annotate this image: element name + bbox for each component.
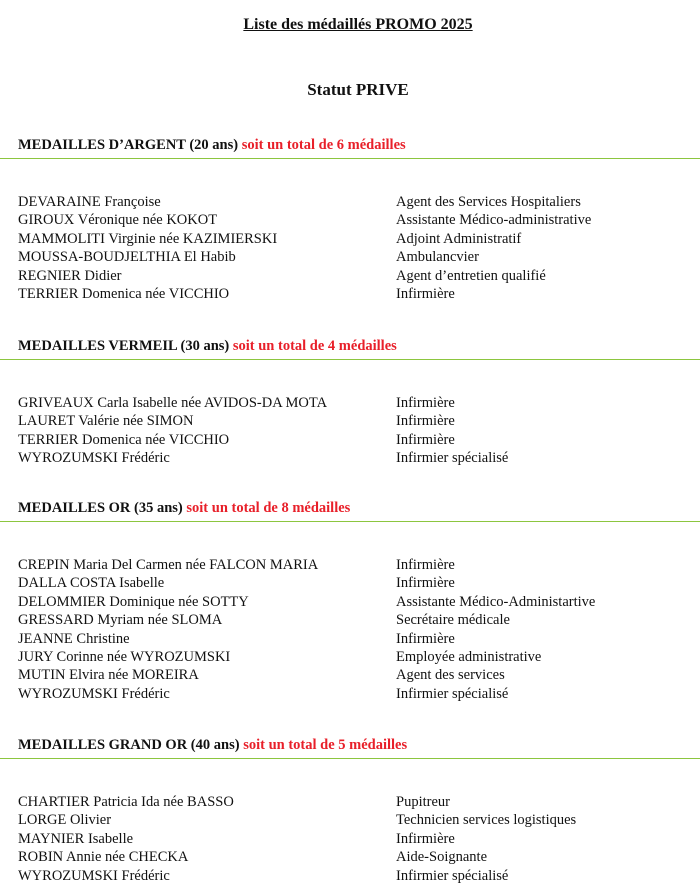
medalist-role: Assistante Médico-Administartive — [396, 593, 596, 610]
medalist-name: JEANNE Christine — [18, 630, 130, 647]
list-item — [0, 574, 700, 592]
medalist-role: Agent des Services Hospitaliers — [396, 194, 581, 210]
medalist-name: CHARTIER Patricia Ida née BASSO — [18, 794, 234, 810]
document-title: Liste des médaillés PROMO 2025 — [243, 16, 473, 33]
medalist-role: Infirmière — [396, 413, 455, 430]
section-total: soit un total de 5 médailles — [243, 737, 408, 753]
list-item — [0, 685, 700, 703]
medalist-role: Aide-Soignante — [396, 849, 488, 866]
medalist-name: ROBIN Annie née CHECKA — [18, 849, 189, 866]
medalist-name: TERRIER Domenica née VICCHIO — [18, 431, 230, 448]
medalist-name: MAMMOLITI Virginie née KAZIMIERSKI — [18, 230, 278, 247]
medalist-role: Ambulancvier — [396, 249, 479, 266]
section-heading — [18, 338, 397, 358]
list-item — [0, 248, 700, 266]
section-divider — [0, 758, 700, 759]
medalist-role: Agent des services — [396, 667, 505, 684]
section-heading — [18, 137, 406, 157]
list-item — [0, 449, 700, 467]
medalist-name: MAYNIER Isabelle — [18, 830, 134, 847]
medalist-name: MOUSSA-BOUDJELTHIA El Habib — [18, 249, 236, 266]
medalist-name: GRIVEAUX Carla Isabelle née AVIDOS-DA MOTA — [18, 395, 328, 411]
section-title: MEDAILLES D’ARGENT (20 ans) — [18, 137, 239, 153]
medalist-name: LAURET Valérie née SIMON — [18, 413, 194, 430]
medalist-role: Infirmier spécialisé — [396, 450, 509, 467]
list-item — [0, 556, 700, 574]
medalist-name: MUTIN Elvira née MOREIRA — [18, 667, 199, 684]
medalist-role: Agent d’entretien qualifié — [396, 267, 546, 284]
medalist-list — [0, 793, 700, 885]
medalist-role: Infirmier spécialisé — [396, 867, 509, 884]
medalist-role: Infirmière — [396, 830, 455, 847]
medalist-role: Technicien services logistiques — [396, 812, 577, 829]
medalist-role: Infirmière — [396, 557, 455, 573]
medalist-name: LORGE Olivier — [18, 812, 112, 829]
list-item — [0, 211, 700, 229]
section-divider — [0, 158, 700, 159]
section-title: MEDAILLES OR (35 ans) — [18, 500, 183, 516]
section-title: MEDAILLES GRAND OR (40 ans) — [18, 737, 240, 753]
list-item — [0, 811, 700, 829]
list-item — [0, 394, 700, 412]
list-item — [0, 285, 700, 303]
medalist-name: CREPIN Maria Del Carmen née FALCON MARIA — [18, 557, 319, 573]
section-heading — [18, 500, 350, 520]
section-divider — [0, 359, 700, 360]
medalist-list — [0, 556, 700, 703]
status-heading: Statut PRIVE — [307, 80, 409, 99]
list-item — [0, 848, 700, 866]
medalist-role: Infirmier spécialisé — [396, 685, 509, 702]
medalist-role: Infirmière — [396, 630, 455, 647]
section-total: soit un total de 8 médailles — [186, 500, 351, 516]
list-item — [0, 867, 700, 885]
medalist-name: DELOMMIER Dominique née SOTTY — [18, 593, 249, 610]
medalist-name: GIROUX Véronique née KOKOT — [18, 212, 218, 229]
medalist-role: Infirmière — [396, 575, 455, 592]
medalist-role: Adjoint Administratif — [396, 230, 522, 247]
section-title: MEDAILLES VERMEIL (30 ans) — [18, 338, 230, 354]
medalist-name: DALLA COSTA Isabelle — [18, 575, 165, 592]
list-item — [0, 230, 700, 248]
list-item — [0, 830, 700, 848]
list-item — [0, 666, 700, 684]
section-total: soit un total de 6 médailles — [241, 137, 406, 153]
medalist-list — [0, 193, 700, 303]
section-divider — [0, 521, 700, 522]
medalist-role: Infirmière — [396, 395, 455, 411]
medalist-role: Employée administrative — [396, 648, 542, 665]
medalist-role: Secrétaire médicale — [396, 612, 510, 629]
medalist-name: REGNIER Didier — [18, 267, 122, 284]
section-total: soit un total de 4 médailles — [232, 338, 397, 354]
list-item — [0, 267, 700, 285]
list-item — [0, 630, 700, 648]
medalist-list — [0, 394, 700, 468]
medalist-name: DEVARAINE Françoise — [18, 194, 161, 210]
medalist-name: TERRIER Domenica née VICCHIO — [18, 285, 230, 302]
list-item — [0, 611, 700, 629]
medalist-name: WYROZUMSKI Frédéric — [18, 685, 170, 702]
list-item — [0, 793, 700, 811]
list-item — [0, 193, 700, 211]
list-item — [0, 431, 700, 449]
medalist-role: Pupitreur — [396, 794, 450, 810]
section-heading — [18, 737, 407, 757]
list-item — [0, 412, 700, 430]
medalist-role: Infirmière — [396, 285, 455, 302]
medalist-role: Infirmière — [396, 431, 455, 448]
medalist-role: Assistante Médico-administrative — [396, 212, 592, 229]
list-item — [0, 648, 700, 666]
medalist-name: WYROZUMSKI Frédéric — [18, 450, 170, 467]
medalist-name: JURY Corinne née WYROZUMSKI — [18, 648, 231, 665]
medalist-name: GRESSARD Myriam née SLOMA — [18, 612, 223, 629]
medalist-name: WYROZUMSKI Frédéric — [18, 867, 170, 884]
list-item — [0, 593, 700, 611]
